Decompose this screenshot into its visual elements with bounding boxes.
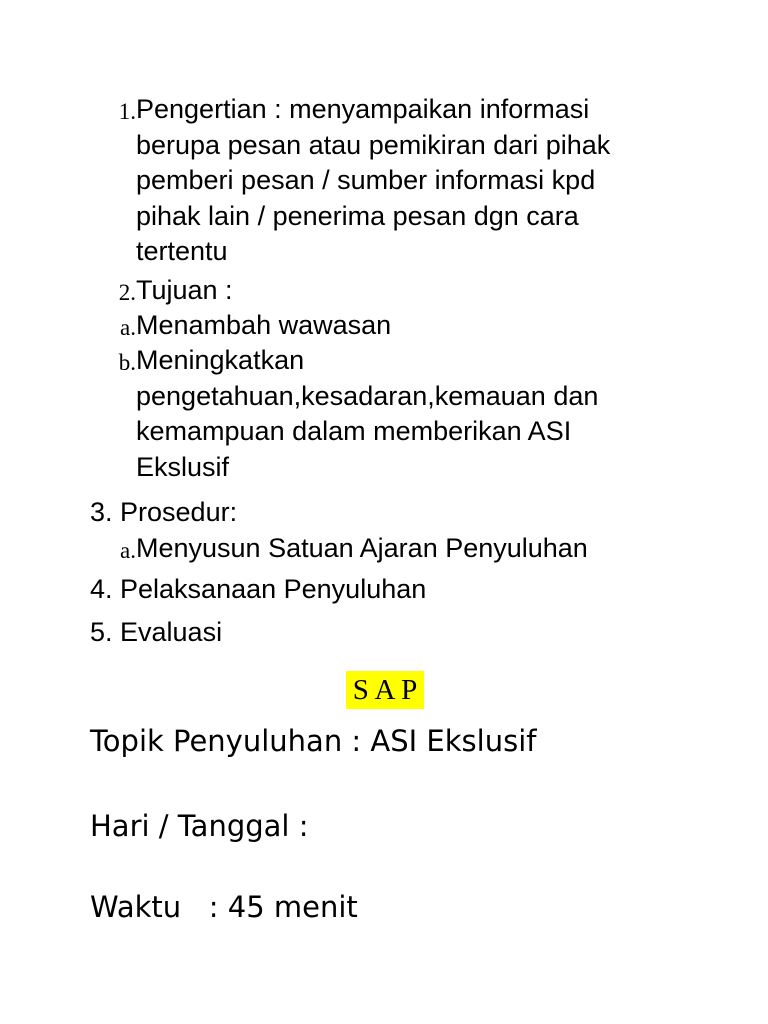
sap-topic: Topik Penyuluhan : ASI Ekslusif <box>90 724 537 758</box>
list-item-procedure: 3. Prosedur: <box>90 497 238 527</box>
purpose-b-line-3: kemampuan dalam memberikan ASI <box>136 416 572 446</box>
sap-date: Hari / Tanggal : <box>90 809 309 843</box>
list-item-purpose-b <box>136 343 598 485</box>
list-marker-2: 2. <box>118 280 136 305</box>
list-item-purpose <box>136 273 233 309</box>
definition-line-3: pemberi pesan / sumber informasi kpd <box>136 165 596 195</box>
list-item-implementation: 4. Pelaksanaan Penyuluhan <box>90 574 427 604</box>
purpose-b-line-1: Meningkatkan <box>136 345 305 375</box>
definition-line-2: berupa pesan atau pemikiran dari pihak <box>136 129 611 160</box>
list-item-evaluation: 5. Evaluasi <box>90 617 223 647</box>
definition-line-4: pihak lain / penerima pesan dgn cara <box>136 200 579 231</box>
purpose-a-text: Menambah wawasan <box>136 310 392 340</box>
list-marker-2a: a. <box>120 315 136 340</box>
definition-line-5: tertentu <box>136 236 228 266</box>
purpose-b-line-2: pengetahuan,kesadaran,kemauan dan <box>136 380 599 411</box>
list-item-purpose-a <box>136 308 391 344</box>
list-item-definition <box>136 92 610 270</box>
sap-title: S A P <box>346 671 424 709</box>
list-marker-3a: a. <box>120 538 136 563</box>
list-marker-1: 1. <box>118 99 136 124</box>
definition-line-1: Pengertian : menyampaikan informasi <box>136 94 590 124</box>
purpose-b-line-4: Ekslusif <box>136 451 230 482</box>
list-marker-2b: b. <box>118 350 136 375</box>
sap-time: Waktu : 45 menit <box>90 890 358 924</box>
procedure-a-text: Menyusun Satuan Ajaran Penyuluhan <box>136 533 588 563</box>
list-item-procedure-a <box>136 531 588 567</box>
purpose-heading: Tujuan : <box>136 275 233 305</box>
